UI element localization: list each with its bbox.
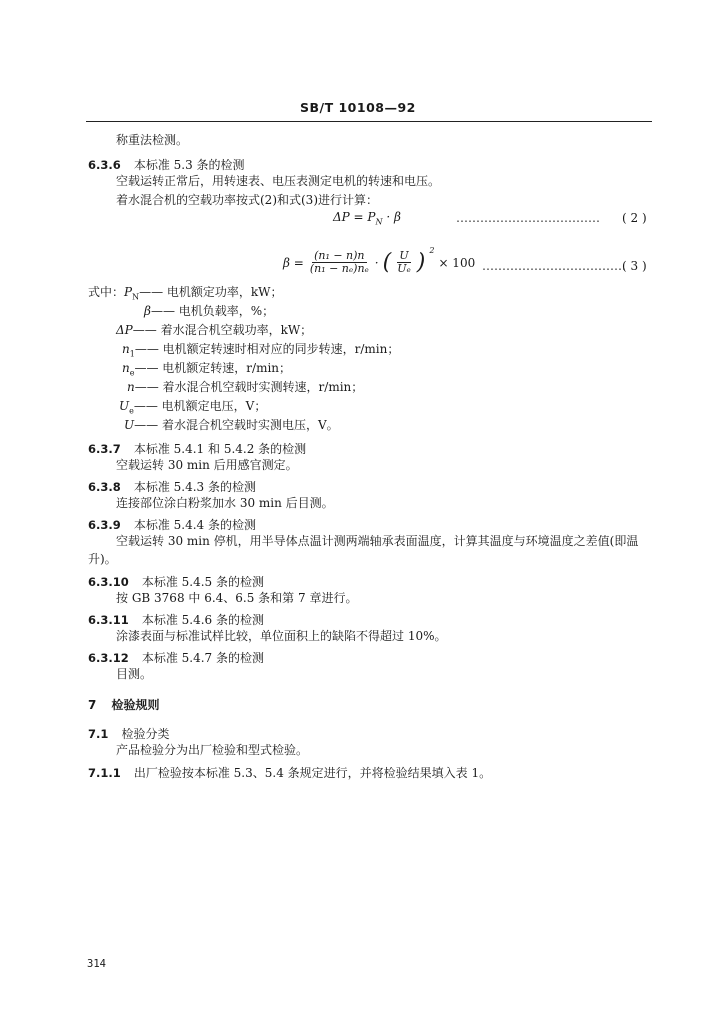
where-line-5: [122, 361, 291, 380]
definition: —— 电机额定功率，kW；: [139, 285, 283, 299]
paragraph: 着水混合机的空载功率按式(2)和式(3)进行计算：: [116, 193, 378, 207]
definition: —— 着水混合机空载功率，kW；: [132, 323, 313, 337]
clause-title: 本标准 5.4.4 条的检测: [133, 518, 257, 532]
eq3-ratio: [395, 250, 413, 275]
clause-title: 本标准 5.4.1 和 5.4.2 条的检测: [133, 442, 307, 456]
eq3-lhs: β =: [283, 255, 304, 270]
page-number: 314: [87, 958, 106, 970]
symbol-sub: N: [132, 292, 140, 302]
clause-number: 6.3.6: [88, 158, 121, 172]
clause-6-3-12: [88, 647, 264, 666]
equation-number: ( 3 ): [622, 259, 647, 273]
leader-dots: ………………………………: [456, 211, 600, 225]
header-rule: [86, 121, 652, 122]
clause-6-3-6: [88, 154, 245, 173]
eq3-dot: ·: [374, 255, 379, 270]
symbol-sub: e: [129, 368, 135, 378]
eq3-denominator: (n₁ − nₑ)nₑ: [309, 262, 369, 275]
clause-number: 7.1.1: [88, 766, 121, 780]
paragraph: 目测。: [116, 667, 153, 681]
definition: —— 电机额定电压，V；: [133, 399, 267, 413]
equation-3: [283, 245, 476, 275]
exponent: 2: [429, 245, 435, 255]
symbol-sub: 1: [129, 349, 135, 359]
clause-title: 本标准 5.4.7 条的检测: [141, 651, 265, 665]
symbol: n: [122, 361, 130, 375]
paragraph: 空载运转 30 min 停机，用半导体点温计测两端轴承表面温度，计算其温度与环境温度之差值(即温: [116, 534, 639, 548]
symbol: ΔP: [116, 323, 133, 337]
paragraph: 按 GB 3768 中 6.4、6.5 条和第 7 章进行。: [116, 591, 358, 605]
clause-6-3-10: [88, 571, 264, 590]
eq2-sub: N: [375, 217, 383, 227]
equation-number: ( 2 ): [622, 211, 647, 225]
where-line-6: [127, 380, 363, 394]
leader-dots: ………………………………: [482, 259, 626, 273]
clause-number: 6.3.8: [88, 480, 121, 494]
where-line-4: [122, 342, 399, 361]
paragraph: 连接部位涂白粉浆加水 30 min 后目测。: [116, 496, 334, 510]
clause-text: 出厂检验按本标准 5.3、5.4 条规定进行，并将检验结果填入表 1。: [133, 766, 492, 780]
clause-title: 本标准 5.3 条的检测: [133, 158, 245, 172]
clause-6-3-11: [88, 609, 264, 628]
clause-6-3-9: [88, 514, 256, 533]
paragraph: 产品检验分为出厂检验和型式检验。: [116, 743, 309, 757]
symbol: U: [119, 399, 130, 413]
clause-number: 7.1: [88, 727, 109, 741]
paragraph: 空载运转 30 min 后用感官测定。: [116, 458, 298, 472]
clause-number: 6.3.9: [88, 518, 121, 532]
document-code: SB/T 10108—92: [300, 100, 416, 115]
definition: —— 电机额定转速时相对应的同步转速，r/min；: [134, 342, 400, 356]
paragraph: 升)。: [88, 552, 117, 566]
definition: —— 电机负载率，%；: [150, 304, 275, 318]
clause-6-3-7: [88, 438, 306, 457]
where-line-7: [119, 399, 266, 418]
clause-title: 本标准 5.4.6 条的检测: [141, 613, 265, 627]
symbol-sub: e: [129, 406, 134, 416]
definition: —— 着水混合机空载时实测转速，r/min；: [134, 380, 364, 394]
eq2-rhs: · β: [382, 210, 401, 224]
eq3-tail: × 100: [438, 255, 476, 270]
where-line-8: [124, 418, 339, 432]
section-7: [88, 694, 159, 713]
definition: —— 电机额定转速，r/min；: [134, 361, 292, 375]
right-paren: ): [416, 249, 426, 275]
clause-7-1-1: [88, 762, 491, 781]
symbol: β: [144, 304, 151, 318]
continuation-line: 称重法检测。: [116, 133, 189, 147]
clause-title: 本标准 5.4.5 条的检测: [141, 575, 265, 589]
eq3-fraction: [308, 250, 371, 275]
ratio-numerator: U: [399, 249, 409, 262]
clause-7-1: [88, 723, 169, 742]
clause-number: 6.3.7: [88, 442, 121, 456]
where-line-2: [144, 304, 274, 318]
clause-number: 6.3.12: [88, 651, 129, 665]
symbol: n: [122, 342, 130, 356]
clause-title: 本标准 5.4.3 条的检测: [133, 480, 257, 494]
equation-2: [333, 210, 401, 229]
symbol: U: [124, 418, 135, 432]
section-title: 检验规则: [111, 698, 160, 712]
clause-6-3-8: [88, 476, 256, 495]
paragraph: 空载运转正常后，用转速表、电压表测定电机的转速和电压。: [116, 174, 441, 188]
symbol: P: [124, 285, 133, 299]
paragraph: 涂漆表面与标准试样比较，单位面积上的缺陷不得超过 10%。: [116, 629, 447, 643]
symbol: n: [127, 380, 135, 394]
where-line-1: [88, 285, 283, 304]
clause-title: 检验分类: [121, 727, 170, 741]
eq3-numerator: (n₁ − n)n: [314, 249, 365, 262]
section-number: 7: [88, 698, 97, 712]
where-line-3: [116, 323, 312, 337]
left-paren: (: [382, 249, 392, 275]
where-intro: 式中：: [88, 285, 125, 299]
clause-number: 6.3.11: [88, 613, 129, 627]
eq2-lhs: ΔP = P: [333, 210, 376, 224]
definition: —— 着水混合机空载时实测电压，V。: [134, 418, 339, 432]
clause-number: 6.3.10: [88, 575, 129, 589]
ratio-denominator: Uₑ: [397, 262, 411, 275]
